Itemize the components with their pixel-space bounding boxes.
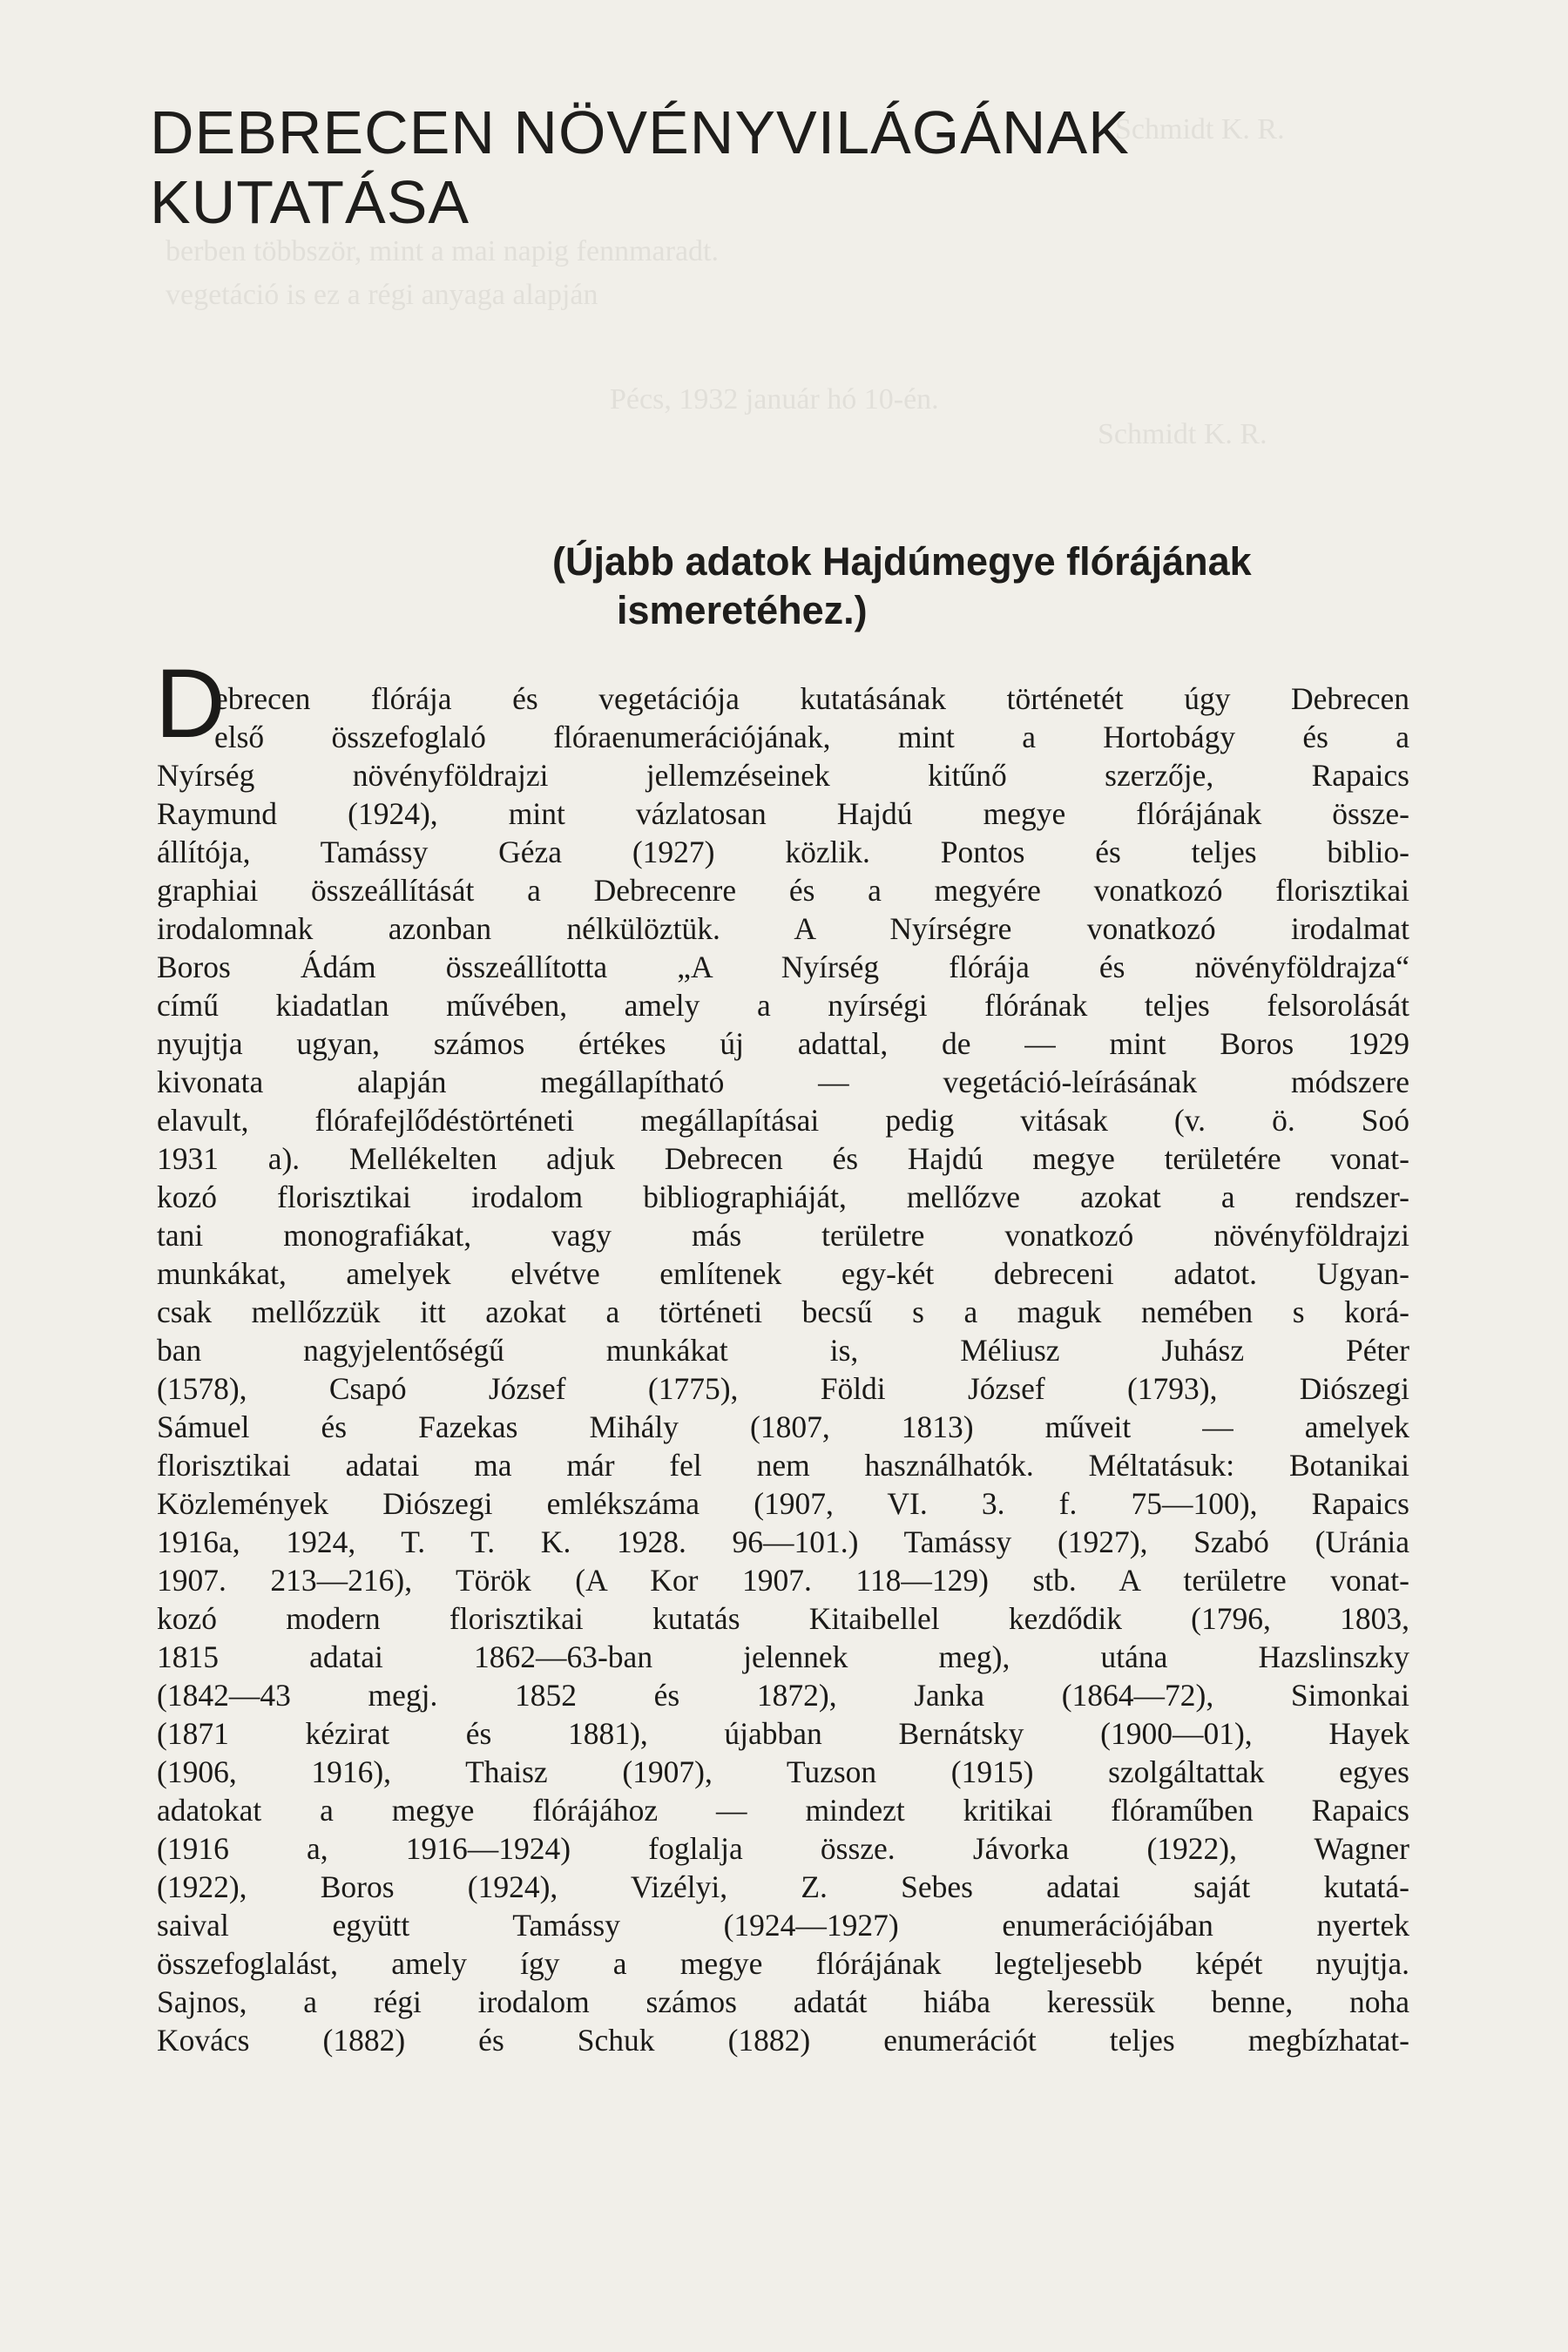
text-line: florisztikai adatai ma már fel nem használhatók. Méltatásuk: Botanikai [157,1448,1409,1483]
article-subtitle [552,537,1423,635]
text-line: összefoglalást, amely így a megye flórájának legteljesebb képét nyujtja. [157,1946,1409,1981]
text-line: Nyírség növényföldrajzi jellemzéseinek kitűnő szerzője, Rapaics [157,758,1409,793]
text-line: kivonata alapján megállapítható — vegetáció-leírásának módszere [157,1064,1409,1099]
bleed-through-line: Schmidt K. R. [1115,113,1285,145]
title-line-2: KUTATÁSA [150,168,470,236]
text-line: Raymund (1924), mint vázlatosan Hajdú megye flórájának össze- [157,796,1409,831]
text-line: (1842—43 megj. 1852 és 1872), Janka (1864—72), Simonkai [157,1678,1409,1713]
text-line: 1907. 213—216), Török (A Kor 1907. 118—129) stb. A területre vonat- [157,1563,1409,1598]
text-line: (1578), Csapó József (1775), Földi József (1793), Diószegi [157,1371,1409,1406]
text-line: kozó modern florisztikai kutatás Kitaibellel kezdődik (1796, 1803, [157,1601,1409,1636]
text-line: állítója, Tamássy Géza (1927) közlik. Pontos és teljes biblio- [157,835,1409,869]
text-line: elavult, flórafejlődéstörténeti megállapításai pedig vitásak (v. ö. Soó [157,1103,1409,1138]
text-line: munkákat, amelyek elvétve említenek egy-két debreceni adatot. Ugyan- [157,1256,1409,1291]
bleed-through-line: Schmidt K. R. [1098,418,1267,450]
text-line: 1815 adatai 1862—63-ban jelennek meg), utána Hazslinszky [157,1639,1409,1674]
text-line: (1871 kézirat és 1881), újabban Bernátsky (1900—01), Hayek [157,1716,1409,1751]
text-line: Közlemények Diószegi emlékszáma (1907, VI. 3. f. 75—100), Rapaics [157,1486,1409,1521]
text-line: első összefoglaló flóraenumerációjának, mint a Hortobágy és a [214,720,1409,754]
text-line: csak mellőzzük itt azokat a történeti becsű s a maguk nemében s korá- [157,1294,1409,1329]
text-line: (1922), Boros (1924), Vizélyi, Z. Sebes adatai saját kutatá- [157,1869,1409,1904]
text-line: című kiadatlan művében, amely a nyírségi flórának teljes felsorolását [157,988,1409,1023]
text-line: kozó florisztikai irodalom bibliographiáját, mellőzve azokat a rendszer- [157,1179,1409,1214]
text-line: 1931 a). Mellékelten adjuk Debrecen és Hajdú megye területére vonat- [157,1141,1409,1176]
text-line: ebrecen flórája és vegetációja kutatásának történetét úgy Debrecen [214,681,1409,716]
text-line: nyujtja ugyan, számos értékes új adattal, de — mint Boros 1929 [157,1026,1409,1061]
article-title [150,98,1369,237]
subtitle-line-2: ismeretéhez.) [617,588,868,632]
text-line: graphiai összeállítását a Debrecenre és a megyére vonatkozó florisztikai [157,873,1409,908]
text-line: ban nagyjelentőségű munkákat is, Méliusz Juhász Péter [157,1333,1409,1368]
body-paragraph [157,679,1409,2059]
text-line: (1916 a, 1916—1924) foglalja össze. Jávorka (1922), Wagner [157,1831,1409,1866]
text-line: saival együtt Tamássy (1924—1927) enumerációjában nyertek [157,1908,1409,1943]
bleed-through-line: vegetáció is ez a régi anyaga alapján [166,279,598,311]
bleed-through-line: Pécs, 1932 január hó 10-én. [610,383,939,416]
text-line: Kovács (1882) és Schuk (1882) enumerációt teljes megbízhatat- [157,2023,1409,2058]
subtitle-line-1: (Újabb adatok Hajdúmegye flórájának [552,539,1252,584]
bleed-through-line: berben többször, mint a mai napig fennmaradt. [166,235,719,267]
text-line: tani monografiákat, vagy más területre vonatkozó növényföldrajzi [157,1218,1409,1253]
text-line: adatokat a megye flórájához — mindezt kritikai flóraműben Rapaics [157,1793,1409,1828]
text-line: Sámuel és Fazekas Mihály (1807, 1813) műveit — amelyek [157,1409,1409,1444]
text-line: irodalomnak azonban nélkülöztük. A Nyírségre vonatkozó irodalmat [157,911,1409,946]
title-line-1: DEBRECEN NÖVÉNYVILÁGÁNAK [150,98,1130,166]
text-line: 1916a, 1924, T. T. K. 1928. 96—101.) Tamássy (1927), Szabó (Uránia [157,1524,1409,1559]
text-line: Boros Ádám összeállította „A Nyírség flórája és növényföldrajza“ [157,950,1409,984]
drop-cap: D [155,649,226,758]
text-line: Sajnos, a régi irodalom számos adatát hiába keressük benne, noha [157,1984,1409,2019]
text-line: (1906, 1916), Thaisz (1907), Tuzson (1915) szolgáltattak egyes [157,1754,1409,1789]
